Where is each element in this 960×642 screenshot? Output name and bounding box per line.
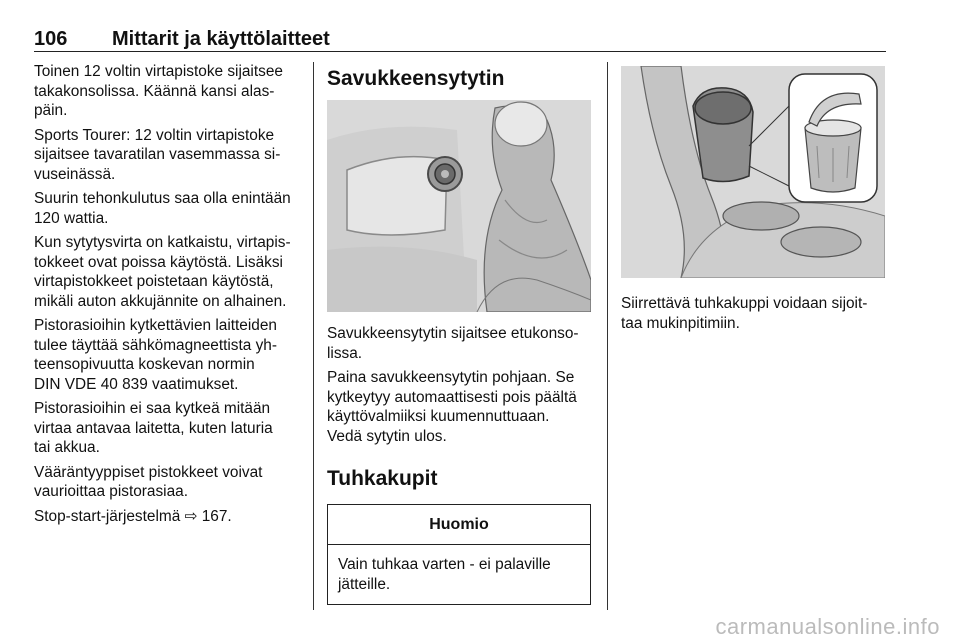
text-line: sijaitsee tavaratilan vasemmassa si-: [34, 146, 281, 163]
section-heading-ashtrays: Tuhkakupit: [327, 467, 438, 490]
column-right: [621, 62, 887, 338]
text-line: Kun sytytysvirta on katkaistu, virtapis-: [34, 234, 291, 251]
text-line: DIN VDE 40 839 vaatimukset.: [34, 375, 239, 393]
text-line: virtapistokkeet poistetaan käytöstä,: [34, 273, 274, 290]
page-title: Mittarit ja käyttölaitteet: [112, 28, 330, 50]
paragraph: [34, 189, 302, 228]
paragraph: [34, 399, 302, 458]
page-header: [34, 26, 886, 52]
watermark-text: carmanualsonline.info: [715, 614, 940, 639]
text-line: käyttövalmiiksi kuumennuttuaan.: [327, 408, 550, 425]
column-left: [34, 62, 302, 531]
text-line: tokkeet ovat poissa käytöstä. Lisäksi: [34, 253, 283, 271]
paragraph: [621, 294, 887, 333]
text-line: Savukkeensytytin sijaitsee etukonso-: [327, 325, 579, 342]
text-line: taa mukinpitimiin.: [621, 314, 740, 332]
page-number: 106: [34, 28, 68, 50]
text-line: jätteille.: [338, 575, 391, 593]
text-line: vuseinässä.: [34, 165, 116, 183]
text-line: mikäli auton akkujännite on alhainen.: [34, 292, 287, 310]
paragraph: [34, 233, 302, 311]
text-line: lissa.: [327, 344, 363, 362]
text-line: Vain tuhkaa varten - ei palaville: [338, 556, 551, 573]
text-line: Siirrettävä tuhkakuppi voidaan sijoit-: [621, 295, 868, 312]
text-line: Vedä sytytin ulos.: [327, 427, 447, 445]
notice-title: Huomio: [328, 505, 590, 545]
text-line: tulee täyttää sähkömagneettista yh-: [34, 336, 277, 354]
text-line: Pistorasioihin ei saa kytkeä mitään: [34, 400, 271, 417]
notice-box: [327, 504, 591, 605]
ashtray-illustration: [621, 66, 885, 278]
text-line: tai akkua.: [34, 439, 100, 456]
paragraph: [327, 324, 593, 363]
text-line: Pistorasioihin kytkettävien laitteiden: [34, 317, 277, 334]
column-divider: [313, 62, 314, 610]
text-line: Vääräntyyppiset pistokkeet voivat: [34, 463, 263, 481]
text-line: 120 wattia.: [34, 209, 109, 227]
text-line: Paina savukkeensytytin pohjaan. Se: [327, 369, 575, 386]
cigarette-lighter-illustration: [327, 100, 591, 312]
text-line: Sports Tourer: 12 voltin virtapistoke: [34, 126, 275, 144]
text-line: Toinen 12 voltin virtapistoke sijaitsee: [34, 63, 283, 80]
text-line: kytkeytyy automaattisesti pois päältä: [327, 388, 577, 406]
text-line: vaurioittaa pistorasiaa.: [34, 483, 188, 500]
column-divider: [607, 62, 608, 610]
paragraph: [34, 126, 302, 185]
cross-reference[interactable]: [34, 507, 302, 527]
xref-arrow-icon: ⇨: [184, 507, 198, 525]
xref-page: 167.: [201, 507, 232, 525]
notice-body: [328, 545, 590, 604]
paragraph: [327, 368, 593, 446]
text-line: virtaa antavaa laitetta, kuten laturia: [34, 419, 273, 437]
paragraph: [34, 62, 302, 121]
column-middle: [327, 62, 593, 605]
paragraph: [34, 316, 302, 394]
paragraph: [34, 463, 302, 502]
text-line: Suurin tehonkulutus saa olla enintään: [34, 190, 291, 207]
text-line: päin.: [34, 102, 68, 119]
xref-text: Stop-start-järjestelmä: [34, 507, 181, 525]
text-line: takakonsolissa. Käännä kansi alas-: [34, 82, 275, 100]
text-line: teensopivuutta koskevan normin: [34, 356, 255, 373]
section-heading-lighter: Savukkeensytytin: [327, 67, 505, 90]
